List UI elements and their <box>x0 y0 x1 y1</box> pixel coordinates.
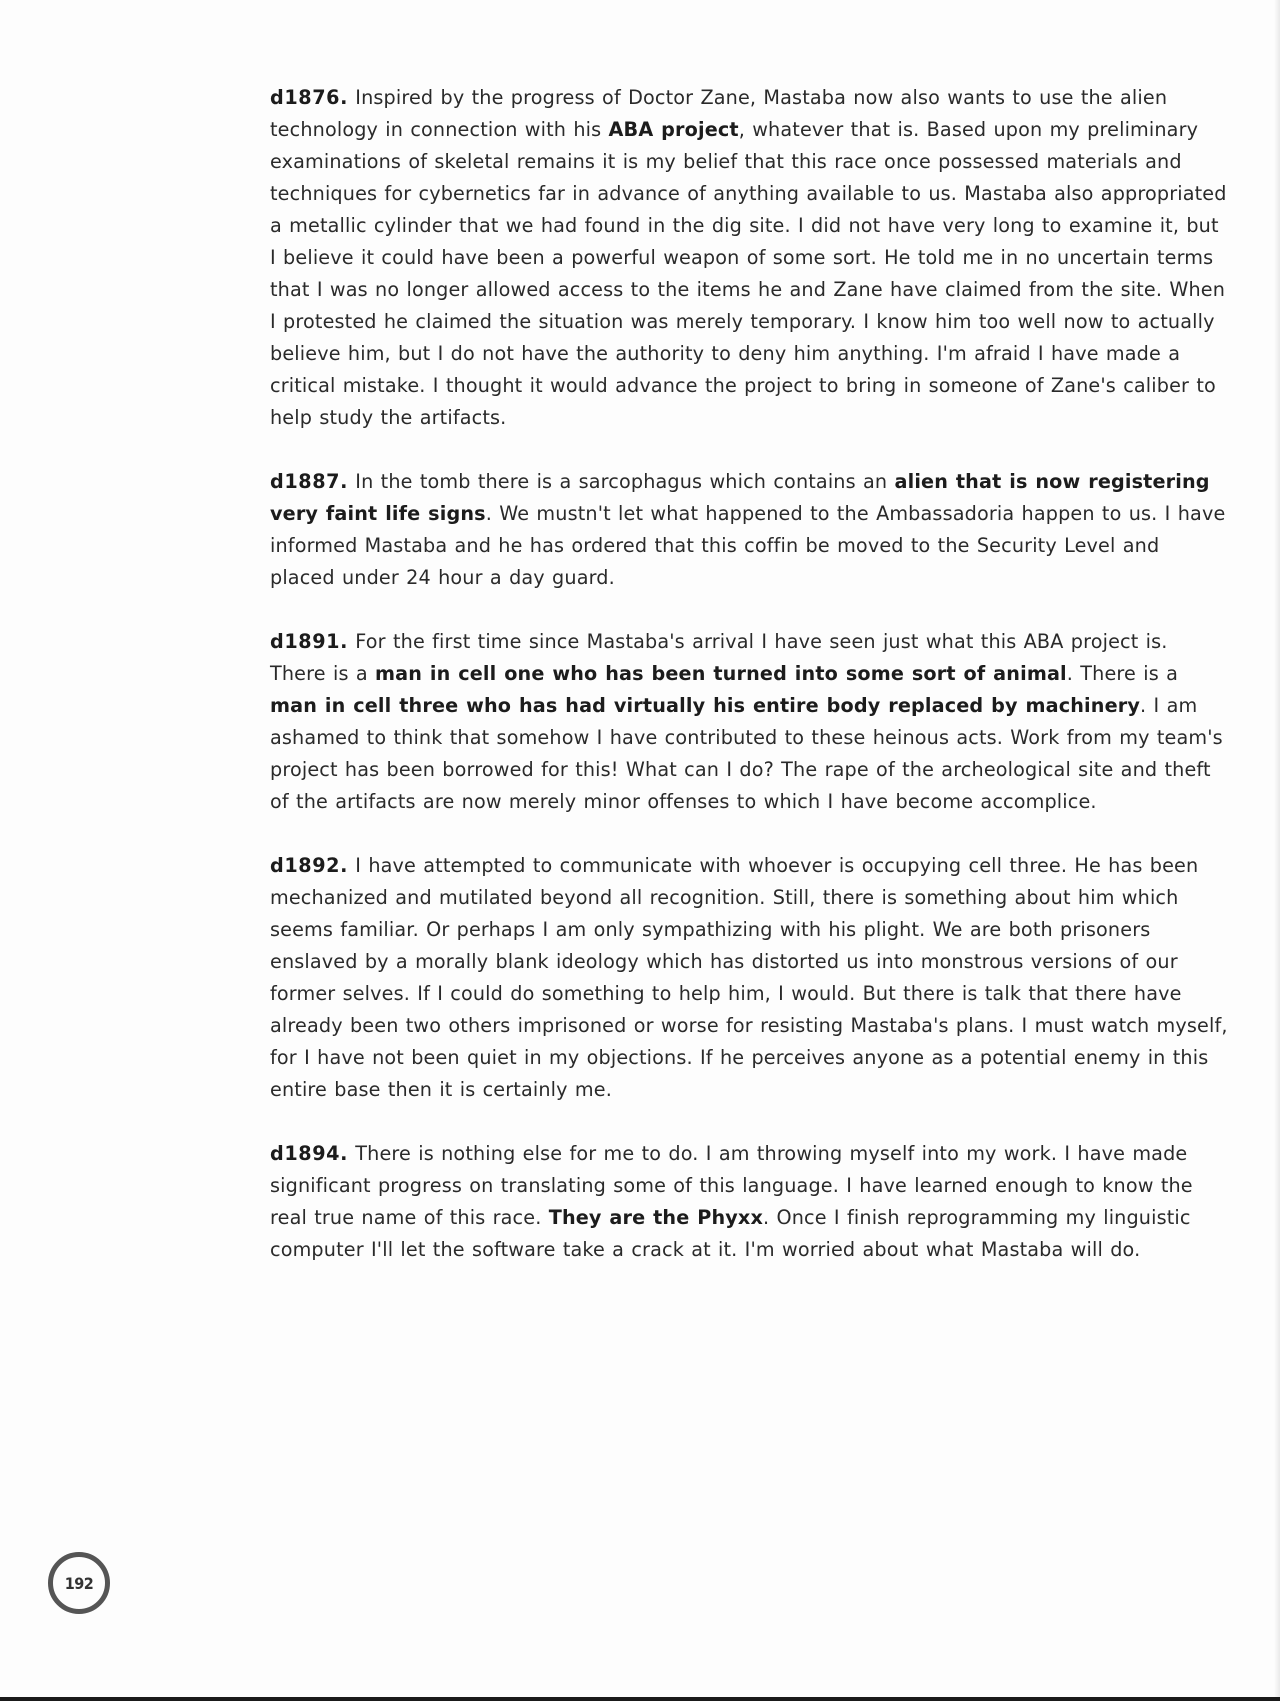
entry-text: In the tomb there is a sarcophagus which contains an <box>348 470 895 493</box>
entry-id: d1876. <box>270 86 349 109</box>
scan-edge-shadow <box>1274 0 1280 1701</box>
entry-id: d1891. <box>270 630 349 653</box>
entry-text: . Once I finish reprogramming my linguistic computer I'll let the software take a crack at it. I'm worried about what Mastaba will do. <box>270 1206 1191 1261</box>
highlight-text: ABA project <box>608 118 739 141</box>
highlight-text: They are the Phyxx <box>548 1206 763 1229</box>
entry-text: , whatever that is. Based upon my preliminary examinations of skeletal remains it is my belief that this race once possessed materials and techniques for cybernetics far in advance of anything available to us. Mastaba also appropriated a metallic cylinder that we had found in the dig site. I did not have very long to examine it, but I believe it could have been a powerful weapon of some sort. He told me in no uncertain terms that I was no longer allowed access to the items he and Zane have claimed from the site. When I protested he claimed the situation was merely temporary. I know him too well now to actually believe him, but I do not have the authority to deny him anything. I'm afraid I have made a critical mistake. I thought it would advance the project to bring in someone of Zane's caliber to help study the artifacts. <box>270 118 1227 429</box>
journal-entry-d1891 <box>270 626 1230 818</box>
highlight-text: man in cell one who has been turned into some sort of animal <box>375 662 1067 685</box>
journal-entry-d1892 <box>270 850 1230 1106</box>
journal-entry-d1894 <box>270 1138 1230 1266</box>
journal-entries <box>270 82 1230 1298</box>
journal-entry-d1887 <box>270 466 1230 594</box>
highlight-text: man in cell three who has had virtually his entire body replaced by machinery <box>270 694 1141 717</box>
entry-id: d1887. <box>270 470 349 493</box>
entry-id: d1892. <box>270 854 349 877</box>
entry-text: . I am ashamed to think that somehow I have contributed to these heinous acts. Work from my team's project has been borrowed for this! What can I do? The rape of the archeological site and theft of the artifacts are now merely minor offenses to which I have become accomplice. <box>270 694 1223 813</box>
entry-text: I have attempted to communicate with whoever is occupying cell three. He has been mechanized and mutilated beyond all recognition. Still, there is something about him which seems familiar. Or perhaps I am only sympathizing with his plight. We are both prisoners enslaved by a morally blank ideology which has distorted us into monstrous versions of our former selves. If I could do something to help him, I would. But there is talk that there have already been two others imprisoned or worse for resisting Mastaba's plans. I must watch myself, for I have not been quiet in my objections. If he perceives anyone as a potential enemy in this entire base then it is certainly me. <box>270 854 1228 1101</box>
entry-id: d1894. <box>270 1142 349 1165</box>
entry-text: . There is a <box>1066 662 1179 685</box>
page-number: 192 <box>64 1573 94 1593</box>
highlight-text: alien that is now registering very faint life signs <box>270 470 1210 525</box>
bottom-border-rule <box>0 1697 1280 1701</box>
entry-text: For the first time since Mastaba's arrival I have seen just what this ABA project is. There is a <box>270 630 1168 685</box>
page-number-badge <box>48 1552 110 1614</box>
journal-entry-d1876 <box>270 82 1230 434</box>
entry-text: There is nothing else for me to do. I am throwing myself into my work. I have made significant progress on translating some of this language. I have learned enough to know the real true name of this race. <box>270 1142 1193 1229</box>
entry-text: . We mustn't let what happened to the Ambassadoria happen to us. I have informed Mastaba and he has ordered that this coffin be moved to the Security Level and placed under 24 hour a day guard. <box>270 502 1226 589</box>
entry-text: Inspired by the progress of Doctor Zane, Mastaba now also wants to use the alien technology in connection with his <box>270 86 1168 141</box>
